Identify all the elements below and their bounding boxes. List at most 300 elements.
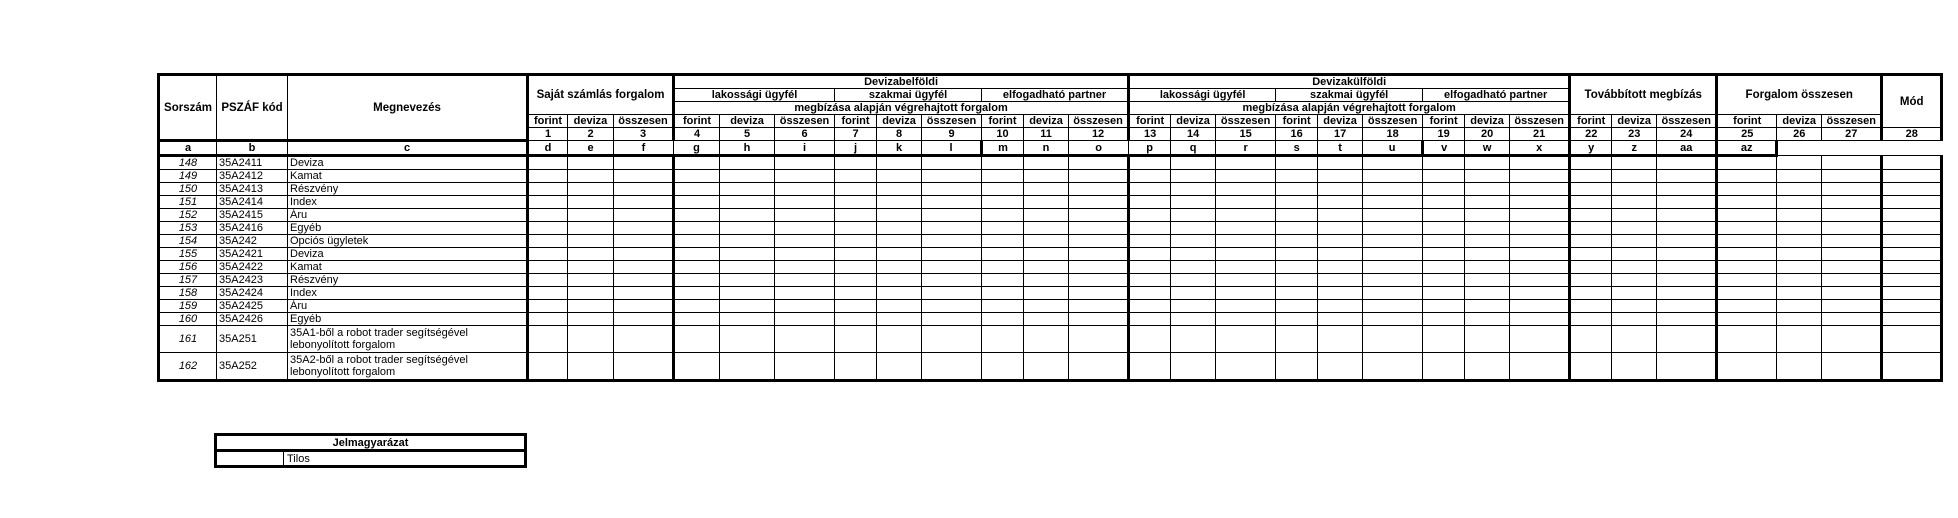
value-cell[interactable]	[982, 196, 1024, 209]
value-cell[interactable]	[877, 183, 922, 196]
value-cell[interactable]	[528, 274, 568, 287]
value-cell[interactable]	[1822, 313, 1882, 326]
value-cell[interactable]	[1423, 261, 1465, 274]
value-cell[interactable]	[1318, 274, 1363, 287]
value-cell[interactable]	[1465, 261, 1510, 274]
value-cell[interactable]	[922, 209, 982, 222]
value-cell[interactable]	[922, 222, 982, 235]
value-cell[interactable]	[1423, 248, 1465, 261]
value-cell[interactable]	[1822, 287, 1882, 300]
value-cell[interactable]	[1318, 156, 1363, 170]
value-cell[interactable]	[1276, 170, 1318, 183]
value-cell[interactable]	[1069, 183, 1129, 196]
value-cell[interactable]	[1777, 248, 1822, 261]
value-cell[interactable]	[1657, 170, 1717, 183]
value-cell[interactable]	[877, 235, 922, 248]
value-cell[interactable]	[720, 300, 775, 313]
value-cell[interactable]	[1570, 183, 1612, 196]
value-cell[interactable]	[1717, 287, 1777, 300]
value-cell[interactable]	[1510, 222, 1570, 235]
value-cell[interactable]	[1069, 353, 1129, 381]
value-cell[interactable]	[1024, 235, 1069, 248]
value-cell[interactable]	[1171, 183, 1216, 196]
value-cell[interactable]	[775, 261, 835, 274]
value-cell[interactable]	[568, 287, 614, 300]
value-cell[interactable]	[877, 300, 922, 313]
value-cell[interactable]	[1318, 353, 1363, 381]
value-cell[interactable]	[1216, 183, 1276, 196]
value-cell[interactable]	[1510, 156, 1570, 170]
value-cell[interactable]	[1717, 209, 1777, 222]
value-cell[interactable]	[1171, 287, 1216, 300]
value-cell[interactable]	[674, 156, 720, 170]
value-cell[interactable]	[982, 261, 1024, 274]
value-cell[interactable]	[1216, 235, 1276, 248]
value-cell[interactable]	[982, 235, 1024, 248]
value-cell[interactable]	[568, 313, 614, 326]
value-cell[interactable]	[1423, 196, 1465, 209]
value-cell[interactable]	[720, 248, 775, 261]
value-cell[interactable]	[1465, 326, 1510, 353]
value-cell[interactable]	[1612, 183, 1657, 196]
value-cell[interactable]	[1069, 222, 1129, 235]
value-cell[interactable]	[614, 170, 674, 183]
value-cell[interactable]	[674, 196, 720, 209]
value-cell[interactable]	[1510, 287, 1570, 300]
value-cell[interactable]	[1612, 261, 1657, 274]
value-cell[interactable]	[1171, 353, 1216, 381]
value-cell[interactable]	[1318, 261, 1363, 274]
value-cell[interactable]	[1570, 156, 1612, 170]
value-cell[interactable]	[614, 261, 674, 274]
value-cell[interactable]	[922, 313, 982, 326]
value-cell[interactable]	[1276, 261, 1318, 274]
value-cell[interactable]	[568, 300, 614, 313]
value-cell[interactable]	[1363, 274, 1423, 287]
value-cell[interactable]	[1882, 313, 1942, 326]
value-cell[interactable]	[835, 248, 877, 261]
value-cell[interactable]	[835, 235, 877, 248]
value-cell[interactable]	[1465, 209, 1510, 222]
value-cell[interactable]	[775, 287, 835, 300]
value-cell[interactable]	[1570, 300, 1612, 313]
value-cell[interactable]	[674, 300, 720, 313]
value-cell[interactable]	[1069, 313, 1129, 326]
value-cell[interactable]	[922, 287, 982, 300]
value-cell[interactable]	[1657, 196, 1717, 209]
value-cell[interactable]	[1129, 353, 1171, 381]
value-cell[interactable]	[1882, 261, 1942, 274]
value-cell[interactable]	[720, 313, 775, 326]
value-cell[interactable]	[1510, 274, 1570, 287]
value-cell[interactable]	[1423, 170, 1465, 183]
value-cell[interactable]	[1129, 222, 1171, 235]
value-cell[interactable]	[1129, 196, 1171, 209]
value-cell[interactable]	[1657, 222, 1717, 235]
value-cell[interactable]	[568, 196, 614, 209]
value-cell[interactable]	[1822, 170, 1882, 183]
value-cell[interactable]	[775, 183, 835, 196]
value-cell[interactable]	[1570, 353, 1612, 381]
value-cell[interactable]	[720, 209, 775, 222]
value-cell[interactable]	[1882, 209, 1942, 222]
value-cell[interactable]	[1276, 196, 1318, 209]
value-cell[interactable]	[674, 248, 720, 261]
value-cell[interactable]	[674, 353, 720, 381]
value-cell[interactable]	[1171, 196, 1216, 209]
value-cell[interactable]	[1363, 326, 1423, 353]
value-cell[interactable]	[835, 353, 877, 381]
value-cell[interactable]	[835, 156, 877, 170]
value-cell[interactable]	[1363, 170, 1423, 183]
value-cell[interactable]	[1363, 156, 1423, 170]
value-cell[interactable]	[1069, 248, 1129, 261]
value-cell[interactable]	[1069, 156, 1129, 170]
value-cell[interactable]	[1465, 222, 1510, 235]
value-cell[interactable]	[1570, 287, 1612, 300]
value-cell[interactable]	[1171, 261, 1216, 274]
value-cell[interactable]	[835, 274, 877, 287]
value-cell[interactable]	[1882, 156, 1942, 170]
value-cell[interactable]	[528, 156, 568, 170]
value-cell[interactable]	[1612, 353, 1657, 381]
value-cell[interactable]	[1318, 196, 1363, 209]
value-cell[interactable]	[674, 209, 720, 222]
value-cell[interactable]	[1069, 170, 1129, 183]
value-cell[interactable]	[1171, 248, 1216, 261]
value-cell[interactable]	[877, 209, 922, 222]
value-cell[interactable]	[1570, 261, 1612, 274]
value-cell[interactable]	[1882, 196, 1942, 209]
value-cell[interactable]	[775, 222, 835, 235]
value-cell[interactable]	[1657, 274, 1717, 287]
value-cell[interactable]	[1423, 353, 1465, 381]
value-cell[interactable]	[1822, 274, 1882, 287]
value-cell[interactable]	[1216, 261, 1276, 274]
value-cell[interactable]	[1129, 326, 1171, 353]
value-cell[interactable]	[1465, 156, 1510, 170]
value-cell[interactable]	[775, 209, 835, 222]
value-cell[interactable]	[1717, 313, 1777, 326]
value-cell[interactable]	[1510, 196, 1570, 209]
value-cell[interactable]	[1777, 196, 1822, 209]
value-cell[interactable]	[1024, 170, 1069, 183]
value-cell[interactable]	[614, 274, 674, 287]
value-cell[interactable]	[1216, 248, 1276, 261]
value-cell[interactable]	[1717, 274, 1777, 287]
value-cell[interactable]	[1129, 209, 1171, 222]
value-cell[interactable]	[1069, 300, 1129, 313]
value-cell[interactable]	[1171, 156, 1216, 170]
value-cell[interactable]	[1216, 170, 1276, 183]
value-cell[interactable]	[1510, 170, 1570, 183]
value-cell[interactable]	[775, 170, 835, 183]
value-cell[interactable]	[1882, 326, 1942, 353]
value-cell[interactable]	[922, 353, 982, 381]
value-cell[interactable]	[775, 300, 835, 313]
value-cell[interactable]	[835, 313, 877, 326]
value-cell[interactable]	[1882, 222, 1942, 235]
value-cell[interactable]	[1171, 313, 1216, 326]
value-cell[interactable]	[982, 326, 1024, 353]
value-cell[interactable]	[1717, 300, 1777, 313]
value-cell[interactable]	[720, 326, 775, 353]
value-cell[interactable]	[1363, 261, 1423, 274]
value-cell[interactable]	[1570, 326, 1612, 353]
value-cell[interactable]	[775, 156, 835, 170]
value-cell[interactable]	[1882, 353, 1942, 381]
value-cell[interactable]	[720, 287, 775, 300]
value-cell[interactable]	[1612, 248, 1657, 261]
value-cell[interactable]	[1510, 326, 1570, 353]
value-cell[interactable]	[614, 248, 674, 261]
value-cell[interactable]	[1276, 300, 1318, 313]
value-cell[interactable]	[528, 326, 568, 353]
value-cell[interactable]	[877, 196, 922, 209]
value-cell[interactable]	[1882, 183, 1942, 196]
value-cell[interactable]	[1276, 326, 1318, 353]
value-cell[interactable]	[1717, 353, 1777, 381]
value-cell[interactable]	[1657, 300, 1717, 313]
value-cell[interactable]	[922, 170, 982, 183]
value-cell[interactable]	[1657, 248, 1717, 261]
value-cell[interactable]	[1465, 313, 1510, 326]
value-cell[interactable]	[1216, 326, 1276, 353]
value-cell[interactable]	[775, 313, 835, 326]
value-cell[interactable]	[1318, 183, 1363, 196]
value-cell[interactable]	[922, 156, 982, 170]
value-cell[interactable]	[1129, 287, 1171, 300]
value-cell[interactable]	[614, 196, 674, 209]
value-cell[interactable]	[1717, 248, 1777, 261]
value-cell[interactable]	[1363, 300, 1423, 313]
value-cell[interactable]	[1657, 209, 1717, 222]
value-cell[interactable]	[1024, 300, 1069, 313]
value-cell[interactable]	[1882, 235, 1942, 248]
value-cell[interactable]	[1465, 248, 1510, 261]
value-cell[interactable]	[568, 235, 614, 248]
value-cell[interactable]	[1822, 353, 1882, 381]
value-cell[interactable]	[1318, 248, 1363, 261]
value-cell[interactable]	[1069, 209, 1129, 222]
value-cell[interactable]	[1069, 287, 1129, 300]
value-cell[interactable]	[1171, 170, 1216, 183]
value-cell[interactable]	[1069, 196, 1129, 209]
value-cell[interactable]	[982, 274, 1024, 287]
value-cell[interactable]	[1069, 326, 1129, 353]
value-cell[interactable]	[1612, 222, 1657, 235]
value-cell[interactable]	[568, 326, 614, 353]
value-cell[interactable]	[1216, 300, 1276, 313]
value-cell[interactable]	[1129, 156, 1171, 170]
value-cell[interactable]	[922, 183, 982, 196]
value-cell[interactable]	[922, 300, 982, 313]
value-cell[interactable]	[720, 196, 775, 209]
value-cell[interactable]	[982, 287, 1024, 300]
value-cell[interactable]	[720, 274, 775, 287]
value-cell[interactable]	[568, 209, 614, 222]
value-cell[interactable]	[1717, 326, 1777, 353]
value-cell[interactable]	[1570, 196, 1612, 209]
value-cell[interactable]	[1822, 261, 1882, 274]
value-cell[interactable]	[1276, 248, 1318, 261]
value-cell[interactable]	[720, 183, 775, 196]
value-cell[interactable]	[568, 353, 614, 381]
value-cell[interactable]	[614, 156, 674, 170]
value-cell[interactable]	[1216, 274, 1276, 287]
value-cell[interactable]	[1570, 274, 1612, 287]
value-cell[interactable]	[1717, 261, 1777, 274]
value-cell[interactable]	[1822, 196, 1882, 209]
value-cell[interactable]	[528, 287, 568, 300]
value-cell[interactable]	[614, 222, 674, 235]
value-cell[interactable]	[1276, 287, 1318, 300]
value-cell[interactable]	[922, 274, 982, 287]
value-cell[interactable]	[835, 222, 877, 235]
value-cell[interactable]	[835, 326, 877, 353]
value-cell[interactable]	[1822, 183, 1882, 196]
value-cell[interactable]	[922, 261, 982, 274]
value-cell[interactable]	[1423, 326, 1465, 353]
value-cell[interactable]	[877, 248, 922, 261]
value-cell[interactable]	[614, 326, 674, 353]
value-cell[interactable]	[775, 248, 835, 261]
value-cell[interactable]	[1570, 170, 1612, 183]
value-cell[interactable]	[528, 222, 568, 235]
value-cell[interactable]	[1216, 287, 1276, 300]
value-cell[interactable]	[674, 222, 720, 235]
value-cell[interactable]	[1024, 248, 1069, 261]
value-cell[interactable]	[1882, 170, 1942, 183]
value-cell[interactable]	[1510, 183, 1570, 196]
value-cell[interactable]	[1318, 300, 1363, 313]
value-cell[interactable]	[1717, 170, 1777, 183]
value-cell[interactable]	[877, 326, 922, 353]
value-cell[interactable]	[1423, 235, 1465, 248]
value-cell[interactable]	[1318, 235, 1363, 248]
value-cell[interactable]	[720, 353, 775, 381]
value-cell[interactable]	[1216, 156, 1276, 170]
value-cell[interactable]	[528, 209, 568, 222]
value-cell[interactable]	[877, 353, 922, 381]
value-cell[interactable]	[1822, 248, 1882, 261]
value-cell[interactable]	[922, 326, 982, 353]
value-cell[interactable]	[1423, 274, 1465, 287]
value-cell[interactable]	[674, 235, 720, 248]
value-cell[interactable]	[1717, 156, 1777, 170]
value-cell[interactable]	[1363, 183, 1423, 196]
value-cell[interactable]	[1777, 353, 1822, 381]
value-cell[interactable]	[1024, 183, 1069, 196]
value-cell[interactable]	[1657, 156, 1717, 170]
value-cell[interactable]	[1612, 170, 1657, 183]
value-cell[interactable]	[1276, 313, 1318, 326]
value-cell[interactable]	[1717, 196, 1777, 209]
value-cell[interactable]	[1465, 235, 1510, 248]
value-cell[interactable]	[1612, 274, 1657, 287]
value-cell[interactable]	[1024, 156, 1069, 170]
value-cell[interactable]	[1777, 274, 1822, 287]
value-cell[interactable]	[1777, 170, 1822, 183]
value-cell[interactable]	[1171, 235, 1216, 248]
value-cell[interactable]	[1423, 156, 1465, 170]
value-cell[interactable]	[1822, 222, 1882, 235]
value-cell[interactable]	[1024, 196, 1069, 209]
value-cell[interactable]	[835, 261, 877, 274]
value-cell[interactable]	[1276, 353, 1318, 381]
value-cell[interactable]	[1570, 235, 1612, 248]
value-cell[interactable]	[614, 353, 674, 381]
value-cell[interactable]	[1024, 353, 1069, 381]
value-cell[interactable]	[1129, 261, 1171, 274]
value-cell[interactable]	[1276, 235, 1318, 248]
value-cell[interactable]	[1318, 326, 1363, 353]
value-cell[interactable]	[1465, 300, 1510, 313]
value-cell[interactable]	[1216, 222, 1276, 235]
value-cell[interactable]	[720, 156, 775, 170]
value-cell[interactable]	[835, 170, 877, 183]
value-cell[interactable]	[982, 209, 1024, 222]
value-cell[interactable]	[1612, 235, 1657, 248]
value-cell[interactable]	[835, 300, 877, 313]
value-cell[interactable]	[1363, 353, 1423, 381]
value-cell[interactable]	[1129, 235, 1171, 248]
value-cell[interactable]	[528, 261, 568, 274]
value-cell[interactable]	[1510, 261, 1570, 274]
value-cell[interactable]	[1423, 209, 1465, 222]
value-cell[interactable]	[1423, 313, 1465, 326]
value-cell[interactable]	[835, 287, 877, 300]
value-cell[interactable]	[1171, 300, 1216, 313]
value-cell[interactable]	[1363, 287, 1423, 300]
value-cell[interactable]	[528, 300, 568, 313]
value-cell[interactable]	[1777, 156, 1822, 170]
value-cell[interactable]	[877, 287, 922, 300]
value-cell[interactable]	[1777, 287, 1822, 300]
value-cell[interactable]	[1717, 183, 1777, 196]
value-cell[interactable]	[1510, 209, 1570, 222]
value-cell[interactable]	[835, 196, 877, 209]
value-cell[interactable]	[1882, 274, 1942, 287]
value-cell[interactable]	[1024, 313, 1069, 326]
value-cell[interactable]	[1318, 170, 1363, 183]
value-cell[interactable]	[1612, 156, 1657, 170]
value-cell[interactable]	[1024, 261, 1069, 274]
value-cell[interactable]	[528, 196, 568, 209]
value-cell[interactable]	[1423, 287, 1465, 300]
value-cell[interactable]	[1129, 274, 1171, 287]
value-cell[interactable]	[1465, 170, 1510, 183]
value-cell[interactable]	[1069, 261, 1129, 274]
value-cell[interactable]	[877, 274, 922, 287]
value-cell[interactable]	[1276, 183, 1318, 196]
value-cell[interactable]	[1318, 287, 1363, 300]
value-cell[interactable]	[1822, 235, 1882, 248]
value-cell[interactable]	[1570, 248, 1612, 261]
value-cell[interactable]	[1612, 209, 1657, 222]
value-cell[interactable]	[1570, 313, 1612, 326]
value-cell[interactable]	[674, 287, 720, 300]
value-cell[interactable]	[1318, 222, 1363, 235]
value-cell[interactable]	[1777, 222, 1822, 235]
value-cell[interactable]	[982, 222, 1024, 235]
value-cell[interactable]	[1423, 300, 1465, 313]
value-cell[interactable]	[1822, 300, 1882, 313]
value-cell[interactable]	[614, 183, 674, 196]
value-cell[interactable]	[1276, 274, 1318, 287]
value-cell[interactable]	[922, 235, 982, 248]
value-cell[interactable]	[1363, 235, 1423, 248]
